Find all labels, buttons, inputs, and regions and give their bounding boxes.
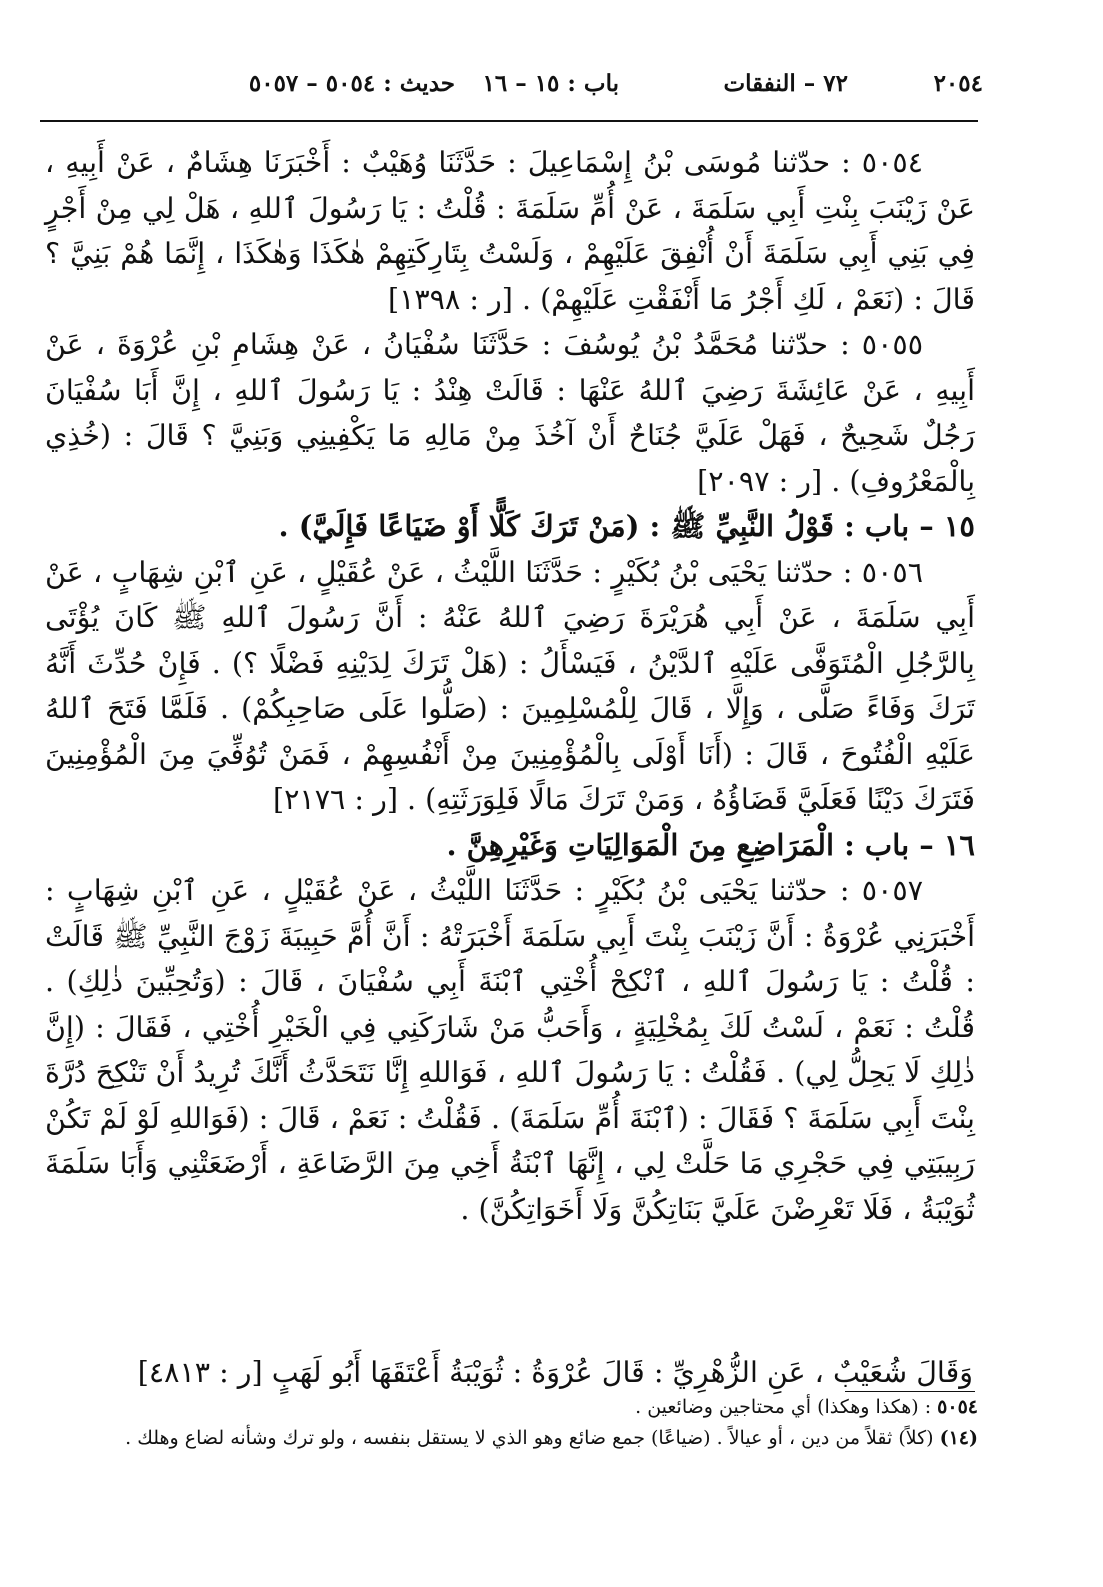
cross-reference: [ر : ٤٨١٣] [137,1356,263,1389]
footnote [40,1423,978,1454]
hadith-text: : حدّثنا مُوسَى بْنُ إِسْمَاعِيلَ : حَدَّثَنَا وُهَيْبٌ : أَخْبَرَنَا هِشَامٌ ، عَنْ أَبِيهِ ، عَنْ زَيْنَبَ بِنْتِ أَبِي سَلَمَةَ ، عَنْ أُمِّ سَلَمَةَ : قُلْتُ : يَا رَسُولَ ٱللهِ ، هَلْ لِي مِنْ أَجْرٍ فِي بَنِي أَبِي سَلَمَةَ أَنْ أُنْفِقَ عَلَيْهِمْ ، وَلَسْتُ بِتَارِكَتِهِمْ هٰكَذَا وَهٰكَذَا ، إِنَّمَا هُمْ بَنِيَّ ؟ قَالَ : (نَعَمْ ، لَكِ أَجْرُ مَا أَنْفَقْتِ عَلَيْهِمْ) . [45,146,975,316]
footnote [40,1392,978,1423]
running-header [40,62,983,106]
footnote-text: (كلاً) ثقلاً من دين ، أو عيالاً . (ضياعًا) جمع ضائع وهو الذي لا يستقل بنفسه ، ولو ترك وشأنه لضاع وهلك . [125,1427,934,1449]
book-title: ٧٢ – النفقات [723,70,848,97]
hadith-number: ٥٠٥٧ [861,874,923,907]
attribution-text: وَقَالَ شُعَيْبٌ ، عَنِ الزُّهْرِيِّ : قَالَ عُرْوَةُ : ثُوَيْبَةُ أَعْتَقَهَا أَبُو لَهَبٍ [271,1356,973,1389]
hadith-number: ٥٠٥٥ [861,328,924,361]
hadith-text: : حدّثنا يَحْيَى بْنُ بُكَيْرٍ : حَدَّثَنَا اللَّيْثُ ، عَنْ عُقَيْلٍ ، عَنِ ٱبْنِ شِهَابٍ ، عَنْ أَبِي سَلَمَةَ ، عَنْ أَبِي هُرَيْرَةَ رَضِيَ ٱللهُ عَنْهُ : أَنَّ رَسُولَ ٱللهِ ﷺ كَانَ يُؤْتَى بِالرَّجُلِ الْمُتَوَفَّى عَلَيْهِ ٱلدَّيْنُ ، فَيَسْأَلُ : (هَلْ تَرَكَ لِدَيْنِهِ فَضْلًا ؟) . فَإِنْ حُدِّثَ أَنَّهُ تَرَكَ وَفَاءً صَلَّى ، وَإِلَّا ، قَالَ لِلْمُسْلِمِينَ : (صَلُّوا عَلَى صَاحِبِكُمْ) . فَلَمَّا فَتَحَ ٱللهُ عَلَيْهِ الْفُتُوحَ ، قَالَ : (أَنَا أَوْلَى بِالْمُؤْمِنِينَ مِنْ أَنْفُسِهِمْ ، فَمَنْ تُوُفِّيَ مِنَ الْمُؤْمِنِينَ فَتَرَكَ دَيْنًا فَعَلَيَّ قَضَاؤُهُ ، وَمَنْ تَرَكَ مَالًا فَلِوَرَثَتِهِ) . [45,555,975,816]
header-divider [40,120,978,122]
chapter-heading-15: ١٥ – باب : قَوْلُ النَّبِيِّ ﷺ : (مَنْ تَرَكَ كَلًّا أَوْ ضَيَاعًا فَإِلَيَّ) . [278,509,975,543]
main-text [45,140,975,1232]
footnote-label: ٥٠٥٤ [937,1396,978,1418]
cross-reference: [ر : ١٣٩٨] [387,282,513,316]
hadith-number: ٥٠٥٦ [861,555,923,589]
hadith-5057 [45,868,975,1232]
attribution-line [120,1353,973,1393]
cross-reference: [ر : ٢٠٩٧] [697,464,823,498]
chapter-heading-16: ١٦ – باب : الْمَرَاضِعِ مِنَ الْمَوَالِيَاتِ وَغَيْرِهِنَّ . [446,827,975,862]
cross-reference: [ر : ٢١٧٦] [273,783,398,816]
page-number: ٢٠٥٤ [933,70,983,97]
hadith-5056 [45,550,975,823]
footnotes [40,1392,978,1454]
hadith-text: : حدّثنا مُحَمَّدُ بْنُ يُوسُفَ : حَدَّثَنَا سُفْيَانُ ، عَنْ هِشَامِ بْنِ عُرْوَةَ ، عَنْ أَبِيهِ ، عَنْ عَائِشَةَ رَضِيَ ٱللهُ عَنْهَا : قَالَتْ هِنْدُ : يَا رَسُولَ ٱللهِ ، إِنَّ أَبَا سُفْيَانَ رَجُلٌ شَحِيحٌ ، فَهَلْ عَلَيَّ جُنَاحٌ أَنْ آخُذَ مِنْ مَالِهِ مَا يَكْفِينِي وَبَنِيَّ ؟ قَالَ : (خُذِي بِالْمَعْرُوفِ) . [45,328,975,498]
footnote-label: (١٤) [939,1427,978,1449]
hadith-range: حديث : ٥٠٥٤ – ٥٠٥٧ [248,70,455,97]
footnote-text: : (هكذا وهكذا) أي محتاجين وضائعين . [635,1396,932,1418]
hadith-5054 [45,140,975,322]
hadith-5055 [45,322,975,504]
chapter-range: باب : ١٥ – ١٦ [482,70,619,97]
hadith-number: ٥٠٥٤ [861,146,924,179]
hadith-text: : حدّثنا يَحْيَى بْنُ بُكَيْرٍ : حَدَّثَنَا اللَّيْثُ ، عَنْ عُقَيْلٍ ، عَنِ ٱبْنِ شِهَابٍ : أَخْبَرَنِي عُرْوَةُ : أَنَّ زَيْنَبَ بِنْتَ أَبِي سَلَمَةَ أَخْبَرَتْهُ : أَنَّ أُمَّ حَبِيبَةَ زَوْجَ النَّبِيِّ ﷺ قَالَتْ : قُلْتُ : يَا رَسُولَ ٱللهِ ، ٱنْكِحْ أُخْتِي ٱبْنَةَ أَبِي سُفْيَانَ ، قَالَ : (وَتُحِبِّينَ ذٰلِكِ) . قُلْتُ : نَعَمْ ، لَسْتُ لَكَ بِمُخْلِيَةٍ ، وَأَحَبُّ مَنْ شَارَكَنِي فِي الْخَيْرِ أُخْتِي ، فَقَالَ : (إِنَّ ذٰلِكِ لَا يَحِلُّ لِي) . فَقُلْتُ : يَا رَسُولَ ٱللهِ ، فَوَاللهِ إِنَّا نَتَحَدَّثُ أَنَّكَ تُرِيدُ أَنْ تَنْكِحَ دُرَّةَ بِنْتَ أَبِي سَلَمَةَ ؟ فَقَالَ : (ٱبْنَةَ أُمِّ سَلَمَةَ) . فَقُلْتُ : نَعَمْ ، قَالَ : (فَوَاللهِ لَوْ لَمْ تَكُنْ رَبِيبَتِي فِي حَجْرِي مَا حَلَّتْ لِي ، إِنَّهَا ٱبْنَةُ أَخِي مِنَ الرَّضَاعَةِ ، أَرْضَعَتْنِي وَأَبَا سَلَمَةَ ثُوَيْبَةُ ، فَلَا تَعْرِضْنَ عَلَيَّ بَنَاتِكُنَّ وَلَا أَخَوَاتِكُنَّ) . [45,874,975,1226]
